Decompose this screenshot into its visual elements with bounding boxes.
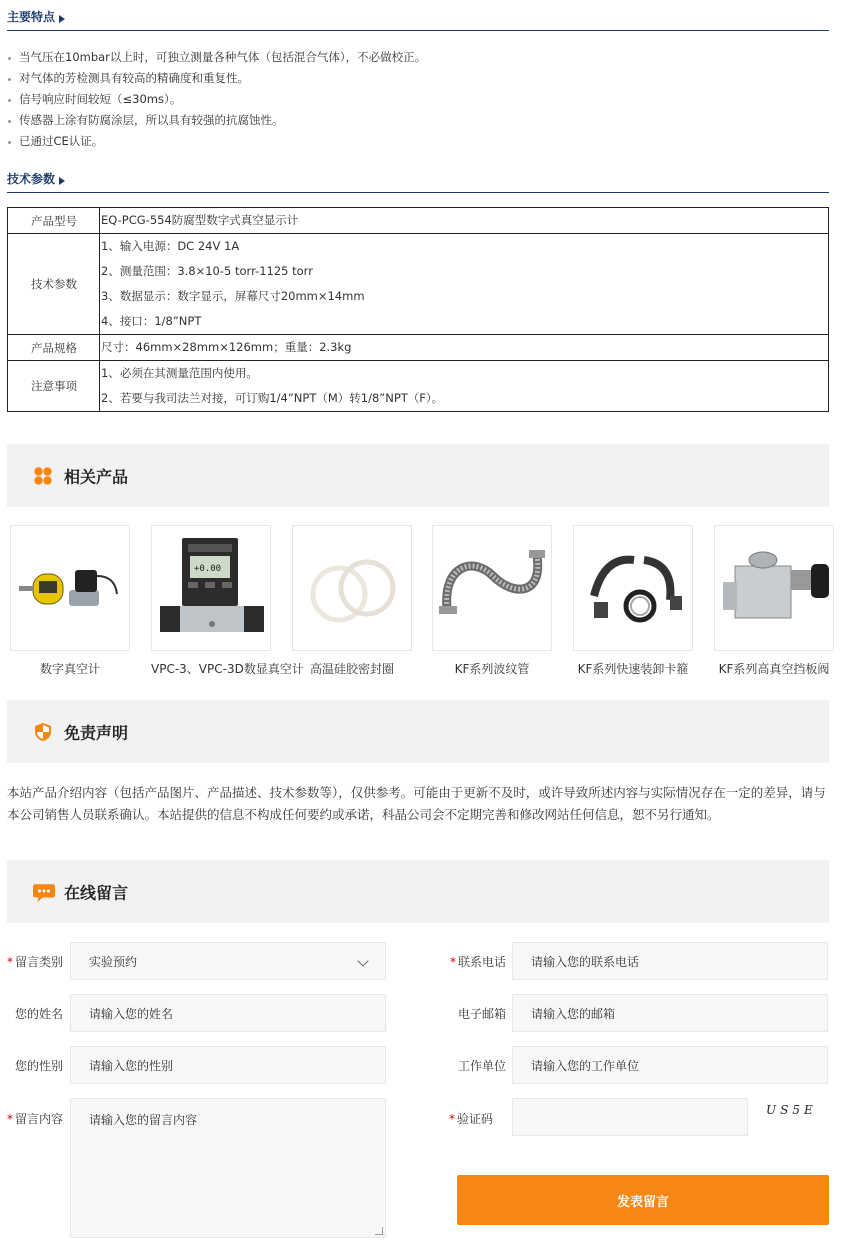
chat-bubble-icon	[33, 881, 55, 903]
spec-value: EQ-PCG-554防腐型数字式真空显示计	[101, 213, 299, 227]
disclaimer-band	[7, 700, 829, 763]
list-item: 传感器上涂有防腐涂层，所以具有较强的抗腐蚀性。	[7, 110, 829, 131]
product-card[interactable]	[151, 525, 304, 677]
controller-image[interactable]	[151, 525, 271, 651]
product-name[interactable]: VPC-3、VPC-3D数显真空计	[151, 662, 304, 676]
gauge-image[interactable]	[10, 525, 130, 651]
spec-value: 1、必须在其测量范围内使用。	[101, 366, 258, 380]
phone-label: * 联系电话	[449, 955, 506, 969]
related-title: 相关产品	[64, 467, 129, 486]
required-mark: *	[7, 955, 13, 969]
email-label: 电子邮箱	[457, 1007, 506, 1021]
seal-ring-image[interactable]	[292, 525, 412, 651]
product-card[interactable]	[714, 525, 834, 677]
phone-input[interactable]: 请输入您的联系电话	[512, 942, 828, 980]
play-triangle-icon	[59, 177, 65, 185]
related-band	[7, 444, 829, 507]
required-mark: *	[7, 1112, 13, 1126]
disclaimer-title: 免责声明	[64, 723, 129, 742]
chevron-down-icon	[357, 955, 368, 966]
company-label: 工作单位	[457, 1059, 506, 1073]
spec-header	[7, 167, 829, 193]
product-name[interactable]: KF系列波纹管	[454, 662, 530, 676]
required-mark: *	[448, 1112, 455, 1126]
features-title: 主要特点	[7, 10, 56, 24]
category-select[interactable]	[70, 942, 386, 980]
spec-key: 产品型号	[8, 208, 100, 234]
product-name[interactable]: 高温硅胶密封圈	[309, 662, 394, 676]
features-list	[7, 47, 829, 152]
product-card[interactable]	[292, 525, 412, 677]
captcha-input[interactable]	[512, 1098, 748, 1136]
table-row	[8, 234, 829, 335]
submit-button[interactable]: 发表留言	[457, 1175, 829, 1225]
product-name[interactable]: 数字真空计	[39, 662, 100, 676]
company-input[interactable]: 请输入您的工作单位	[512, 1046, 828, 1084]
clamp-image[interactable]	[573, 525, 693, 651]
spec-value: 1、输入电源：DC 24V 1A	[101, 239, 240, 253]
product-card[interactable]	[573, 525, 693, 677]
play-triangle-icon	[59, 15, 65, 23]
list-item: 当气压在10mbar以上时，可独立测量各种气体（包括混合气体），不必做校正。	[7, 47, 829, 68]
features-header	[7, 5, 829, 31]
category-value: 实验预约	[89, 954, 138, 969]
table-row	[8, 208, 829, 234]
list-item: 已通过CE认证。	[7, 131, 829, 152]
product-name[interactable]: KF系列快速装卸卡箍	[577, 662, 689, 676]
spec-value: 2、测量范围：3.8×10-5 torr-1125 torr	[101, 264, 313, 278]
bellows-image[interactable]	[432, 525, 552, 651]
spec-table	[7, 207, 829, 412]
related-products	[10, 525, 846, 685]
content-label: * 留言内容	[7, 1112, 64, 1126]
clover-icon	[33, 466, 53, 486]
message-title: 在线留言	[64, 883, 129, 902]
gender-input[interactable]: 请输入您的性别	[70, 1046, 386, 1084]
table-row	[8, 335, 829, 361]
content-textarea[interactable]: 请输入您的留言内容	[70, 1098, 386, 1238]
product-card[interactable]	[10, 525, 130, 677]
spec-key: 技术参数	[8, 234, 100, 335]
captcha-label: * 验证码	[448, 1112, 493, 1126]
email-input[interactable]: 请输入您的邮箱	[512, 994, 828, 1032]
spec-key: 产品规格	[8, 335, 100, 361]
product-name[interactable]: KF系列高真空挡板阀	[718, 662, 830, 676]
resize-handle-icon[interactable]	[375, 1227, 383, 1235]
shield-icon	[33, 722, 53, 742]
svg-text:+0.00: +0.00	[194, 564, 222, 574]
category-label: * 留言类别	[7, 955, 64, 969]
list-item: 信号响应时间较短（≤30ms）。	[7, 89, 829, 110]
spec-value: 4、接口：1/8”NPT	[101, 314, 202, 328]
required-mark: *	[449, 955, 456, 969]
list-item: 对气体的芳检测具有较高的精确度和重复性。	[7, 68, 829, 89]
name-input[interactable]: 请输入您的姓名	[70, 994, 386, 1032]
spec-key: 注意事项	[8, 361, 100, 412]
spec-value: 2、若要与我司法兰对接，可订购1/4”NPT（M）转1/8”NPT（F）。	[101, 391, 444, 405]
valve-image[interactable]	[714, 525, 834, 651]
captcha-image[interactable]: US5E	[766, 1103, 817, 1117]
spec-title: 技术参数	[7, 172, 56, 186]
name-label: 您的姓名	[14, 1007, 63, 1021]
spec-value: 3、数据显示：数字显示，屏幕尺寸20mm×14mm	[101, 289, 365, 303]
product-card[interactable]	[432, 525, 552, 677]
spec-value: 尺寸：46mm×28mm×126mm；重量：2.3kg	[101, 340, 352, 354]
table-row	[8, 361, 829, 412]
message-band	[7, 860, 829, 923]
disclaimer-text: 本站产品介绍内容（包括产品图片、产品描述、技术参数等），仅供参考。可能由于更新不及时，或许导致所述内容与实际情况存在一定的差异，请与本公司销售人员联系确认。本站提供的信息不构成任何要约或承诺，科晶公司会不定期完善和修改网站任何信息，恕不另行通知。	[7, 785, 826, 822]
gender-label: 您的性别	[14, 1059, 63, 1073]
